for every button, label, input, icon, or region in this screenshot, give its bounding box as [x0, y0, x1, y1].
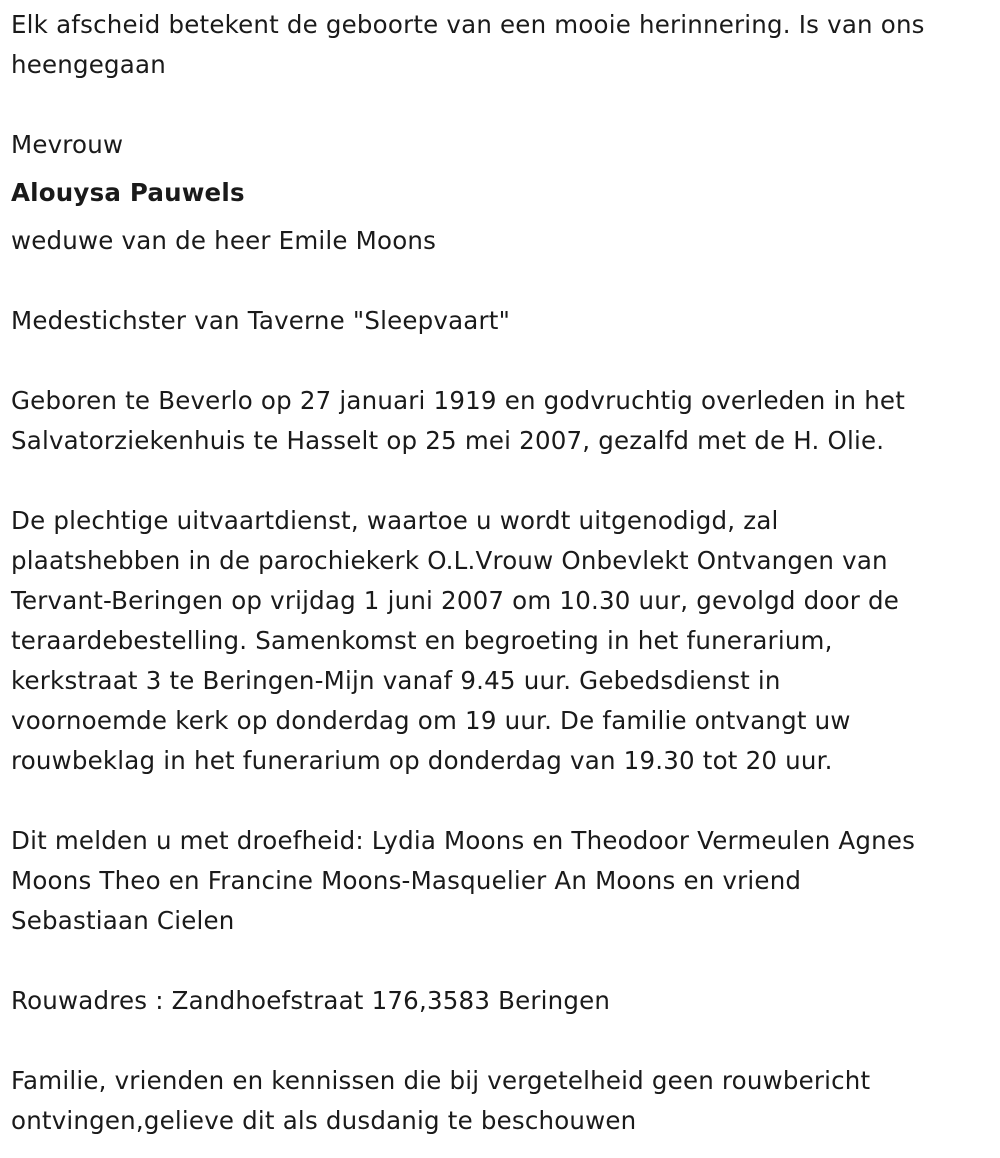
closing-line: ontvingen,gelieve dit als dusdanig te beschouwen	[11, 1106, 637, 1135]
funeral-line: voornoemde kerk op donderdag om 19 uur. De familie ontvangt uw	[11, 706, 851, 735]
announced-by-line: Moons Theo en Francine Moons-Masquelier An Moons en vriend	[11, 866, 802, 895]
intro-paragraph	[11, 5, 989, 85]
announced-by-line: Dit melden u met droefheid: Lydia Moons en Theodoor Vermeulen Agnes	[11, 826, 916, 855]
funeral-line: teraardebestelling. Samenkomst en begroeting in het funerarium,	[11, 626, 833, 655]
birth-death-paragraph	[11, 381, 989, 461]
funeral-line: rouwbeklag in het funerarium op donderdag van 19.30 tot 20 uur.	[11, 746, 833, 775]
cofounder-line: Medestichster van Taverne "Sleepvaart"	[11, 306, 511, 335]
funeral-line: kerkstraat 3 te Beringen-Mijn vanaf 9.45 uur. Gebedsdienst in	[11, 666, 781, 695]
funeral-paragraph	[11, 501, 989, 781]
announced-by-line: Sebastiaan Cielen	[11, 906, 235, 935]
closing-line: Familie, vrienden en kennissen die bij vergetelheid geen rouwbericht	[11, 1066, 871, 1095]
widow-of: weduwe van de heer Emile Moons	[11, 226, 437, 255]
mourning-address: Rouwadres : Zandhoefstraat 176,3583 Beringen	[11, 986, 611, 1015]
closing-paragraph	[11, 1061, 989, 1141]
funeral-line: Tervant-Beringen op vrijdag 1 juni 2007 om 10.30 uur, gevolgd door de	[11, 586, 900, 615]
birth-death-line: Geboren te Beverlo op 27 januari 1919 en godvruchtig overleden in het	[11, 386, 906, 415]
birth-death-line: Salvatorziekenhuis te Hasselt op 25 mei 2007, gezalfd met de H. Olie.	[11, 426, 885, 455]
deceased-name: Alouysa Pauwels	[11, 178, 245, 207]
funeral-line: plaatshebben in de parochiekerk O.L.Vrouw Onbevlekt Ontvangen van	[11, 546, 888, 575]
funeral-line: De plechtige uitvaartdienst, waartoe u wordt uitgenodigd, zal	[11, 506, 779, 535]
announced-by-paragraph	[11, 821, 989, 941]
intro-line: heengegaan	[11, 50, 166, 79]
intro-line: Elk afscheid betekent de geboorte van een mooie herinnering. Is van ons	[11, 10, 925, 39]
salutation: Mevrouw	[11, 130, 124, 159]
